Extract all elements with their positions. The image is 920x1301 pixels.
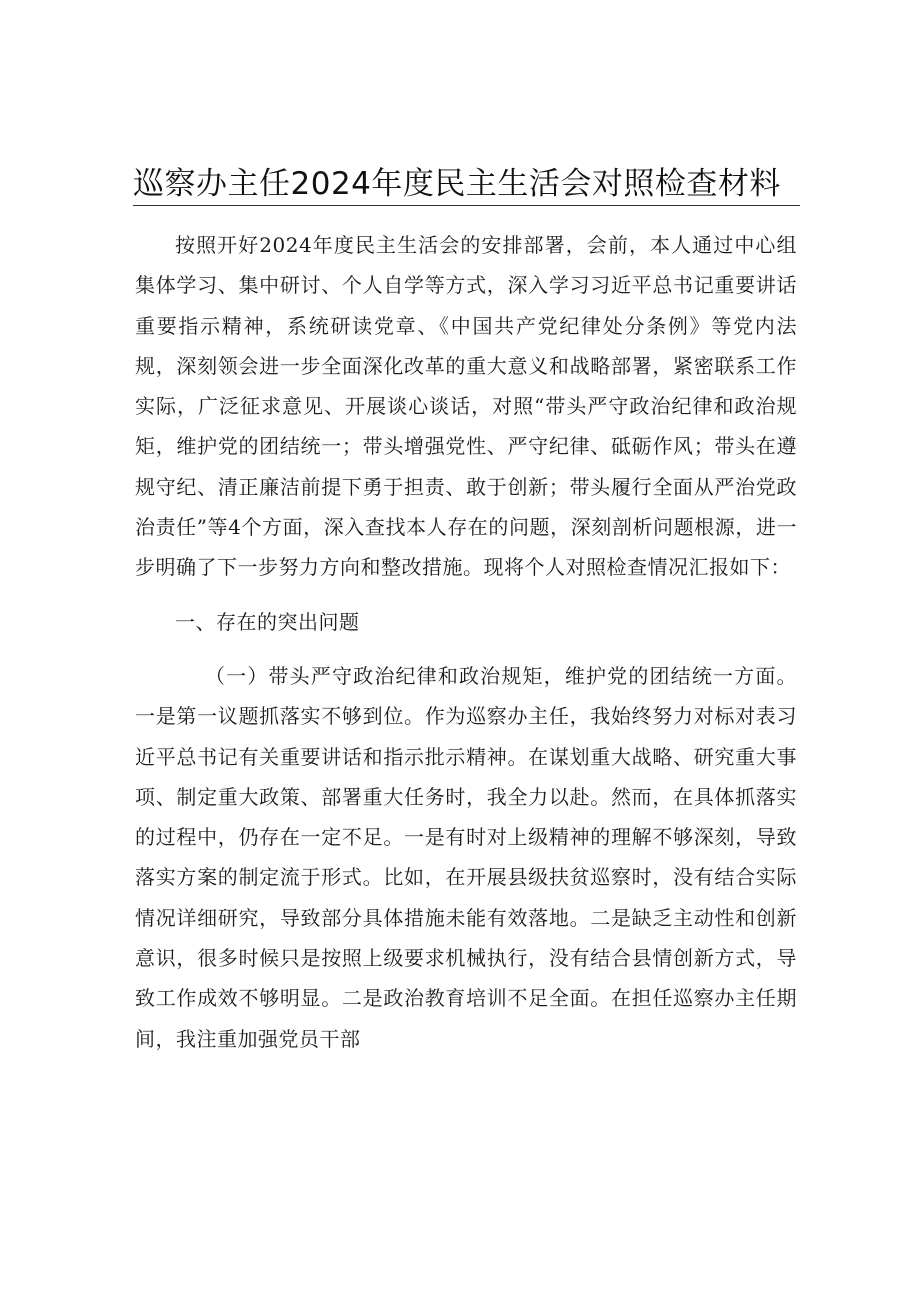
document-title: 巡察办主任2024年度民主生活会对照检查材料 [133, 166, 781, 202]
title-underline [133, 205, 800, 206]
intro-paragraph: 按照开好2024年度民主生活会的安排部署，会前，本人通过中心组集体学习、集中研讨、个人自学等方式，深入学习习近平总书记重要讲话重要指示精神，系统研读党章、《中国共产党纪律处分条例》等党内法规，深刻领会进一步全面深化改革的重大意义和战略部署，紧密联系工作实际，广泛征求意见、开展谈心谈话，对照“带头严守政治纪律和政治规矩，维护党的团结统一；带头增强党性、严守纪律、砥砺作风；带头在遵规守纪、清正廉洁前提下勇于担责、敢于创新；带头履行全面从严治党政治责任”等4个方面，深入查找本人存在的问题，深刻剖析问题根源，进一步明确了下一步努力方向和整改措施。现将个人对照检查情况汇报如下： [135, 233, 797, 580]
document-body [135, 225, 797, 1059]
section-heading: 一、存在的突出问题 [175, 609, 360, 634]
subsection-paragraph: （一）带头严守政治纪律和政治规矩，维护党的团结统一方面。一是第一议题抓落实不够到位。作为巡察办主任，我始终努力对标对表习近平总书记有关重要讲话和指示批示精神。在谋划重大战略、研究重大事项、制定重大政策、部署重大任务时，我全力以赴。然而，在具体抓落实的过程中，仍存在一定不足。一是有时对上级精神的理解不够深刻，导致落实方案的制定流于形式。比如，在开展县级扶贫巡察时，没有结合实际情况详细研究，导致部分具体措施未能有效落地。二是缺乏主动性和创新意识，很多时候只是按照上级要求机械执行，没有结合县情创新方式，导致工作成效不够明显。二是政治教育培训不足全面。在担任巡察办主任期间，我注重加强党员干部 [135, 663, 797, 1051]
